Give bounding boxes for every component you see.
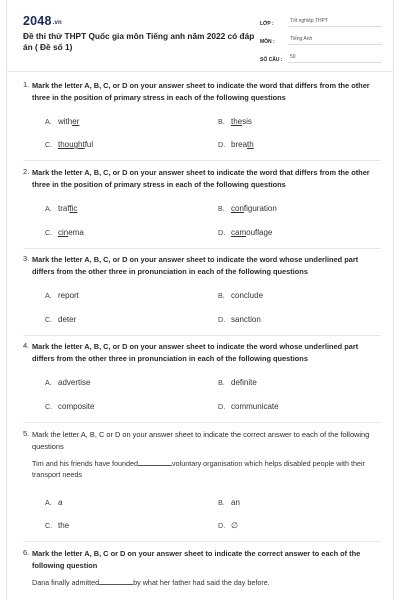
question-number: 6. (23, 548, 30, 557)
question-2 (23, 167, 381, 190)
q4-option-d[interactable]: D. communicate (218, 402, 279, 411)
q2-option-d[interactable]: D. camouflage (218, 228, 273, 237)
exam-meta (260, 14, 382, 68)
q2-option-a[interactable]: A. traffic (45, 204, 78, 213)
q3-option-a[interactable]: A. report (45, 291, 79, 300)
question-4 (23, 341, 381, 364)
q1-option-b[interactable]: B. thesis (218, 117, 252, 126)
q1-option-d[interactable]: D. breath (218, 140, 254, 149)
question-number: 3. (23, 254, 30, 263)
q5-option-a[interactable]: A. a (45, 498, 63, 507)
answer-blank (138, 458, 172, 466)
meta-question-count: SỐ CÂU : 50 (260, 50, 382, 65)
question-divider (23, 541, 381, 542)
q4-option-c[interactable]: C. composite (45, 402, 95, 411)
q5-option-d[interactable]: D. ∅ (218, 521, 238, 530)
question-stem: Dana finally admitted by what her father had said the day before. (32, 578, 270, 587)
question-1 (23, 80, 381, 103)
q3-option-c[interactable]: C. deter (45, 315, 77, 324)
question-divider (23, 422, 381, 423)
document-page (6, 0, 394, 600)
empty-set-symbol: ∅ (231, 521, 238, 530)
q5-option-b[interactable]: B. an (218, 498, 240, 507)
q3-option-d[interactable]: D. sanction (218, 315, 261, 324)
question-number: 1. (23, 80, 30, 89)
meta-subject: MÔN : Tiếng Anh (260, 32, 382, 47)
question-prompt: Mark the letter A, B, C or D on your answer sheet to indicate the correct answer to each of the following question (32, 549, 361, 570)
question-5 (23, 429, 381, 480)
q4-option-b[interactable]: B. definite (218, 378, 257, 387)
q2-option-c[interactable]: C. cinema (45, 228, 84, 237)
question-number: 2. (23, 167, 30, 176)
document-header (7, 0, 393, 72)
q5-option-c[interactable]: C. the (45, 521, 70, 530)
meta-grade: LỚP : Tốt nghiệp THPT (260, 14, 382, 29)
q1-option-c[interactable]: C. thoughtful (45, 140, 94, 149)
question-divider (23, 160, 381, 161)
site-logo[interactable]: 2048.vn (23, 14, 62, 28)
answer-blank (99, 577, 133, 585)
q1-option-a[interactable]: A. wither (45, 117, 80, 126)
q3-option-b[interactable]: B. conclude (218, 291, 264, 300)
question-prompt: Mark the letter A, B, C, or D on your answer sheet to indicate the word whose underlined part differs from the other three in pronunciation in each of the following questions (32, 342, 359, 363)
question-number: 4. (23, 341, 30, 350)
question-prompt: Mark the letter A, B, C, or D on your answer sheet to indicate the word that differs from the other three in the position of primary stress in each of the following questions (32, 81, 370, 102)
question-divider (23, 335, 381, 336)
q4-option-a[interactable]: A. advertise (45, 378, 91, 387)
question-6 (23, 548, 381, 588)
q2-option-b[interactable]: B. configuration (218, 204, 277, 213)
question-divider (23, 248, 381, 249)
exam-title: Đề thi thử THPT Quốc gia môn Tiếng anh năm 2022 có đáp án ( Đề số 1) (23, 31, 255, 52)
question-prompt: Mark the letter A, B, C, or D on your answer sheet to indicate the word whose underlined part differs from the other three in pronunciation in each of the following questions (32, 255, 359, 276)
question-stem: Tim and his friends have founded voluntary organisation which helps disabled people with their transport needs (32, 459, 365, 479)
question-3 (23, 254, 381, 277)
question-number: 5. (23, 429, 30, 438)
question-prompt: Mark the letter A, B, C or D on your answer sheet to indicate the correct answer to each of the following questions (32, 430, 370, 451)
question-prompt: Mark the letter A, B, C, or D on your answer sheet to indicate the word that differs from the other three in the position of primary stress in each of the following questions (32, 168, 370, 189)
